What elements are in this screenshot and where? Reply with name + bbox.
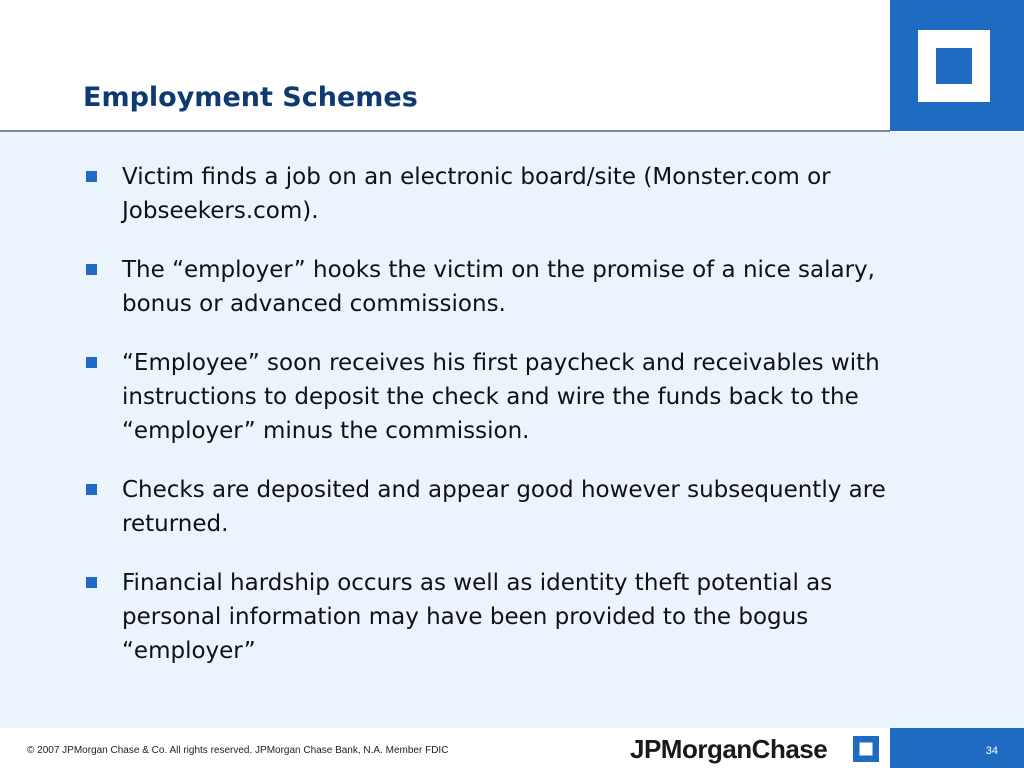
brand-wordmark: JPMorganChase (630, 734, 828, 764)
bullet-text: Victim finds a job on an electronic board/site (Monster.com or Jobseekers.com). (122, 164, 831, 224)
page-number-panel (890, 728, 1024, 768)
square-bullet-icon (86, 264, 97, 275)
slide-title: Employment Schemes (83, 82, 418, 113)
square-bullet-icon (86, 577, 97, 588)
bullet-item (84, 346, 934, 448)
bullet-item (84, 566, 934, 668)
chase-logo-icon (853, 736, 879, 762)
bullet-item (84, 253, 934, 321)
square-bullet-icon (86, 171, 97, 182)
square-bullet-icon (86, 357, 97, 368)
bullet-item (84, 160, 934, 228)
page-number: 34 (985, 745, 998, 757)
bullet-text: The “employer” hooks the victim on the promise of a nice salary, bonus or advanced commissions. (122, 257, 875, 317)
square-bullet-icon (86, 484, 97, 495)
slide-footer (0, 728, 890, 768)
bullet-text: Financial hardship occurs as well as identity theft potential as personal information may have been provided to the bogus “employer” (122, 570, 833, 664)
bullet-item (84, 473, 934, 541)
slide-header (0, 0, 890, 131)
bullet-list (84, 160, 934, 693)
chase-logo-icon (918, 30, 990, 102)
slide-body (0, 132, 1024, 728)
bullet-text: Checks are deposited and appear good however subsequently are returned. (122, 477, 886, 537)
copyright-text: © 2007 JPMorgan Chase & Co. All rights reserved. JPMorgan Chase Bank, N.A. Member FDIC (27, 745, 449, 756)
bullet-text: “Employee” soon receives his first paycheck and receivables with instructions to deposit the check and wire the funds back to the “employer” minus the commission. (122, 350, 880, 444)
